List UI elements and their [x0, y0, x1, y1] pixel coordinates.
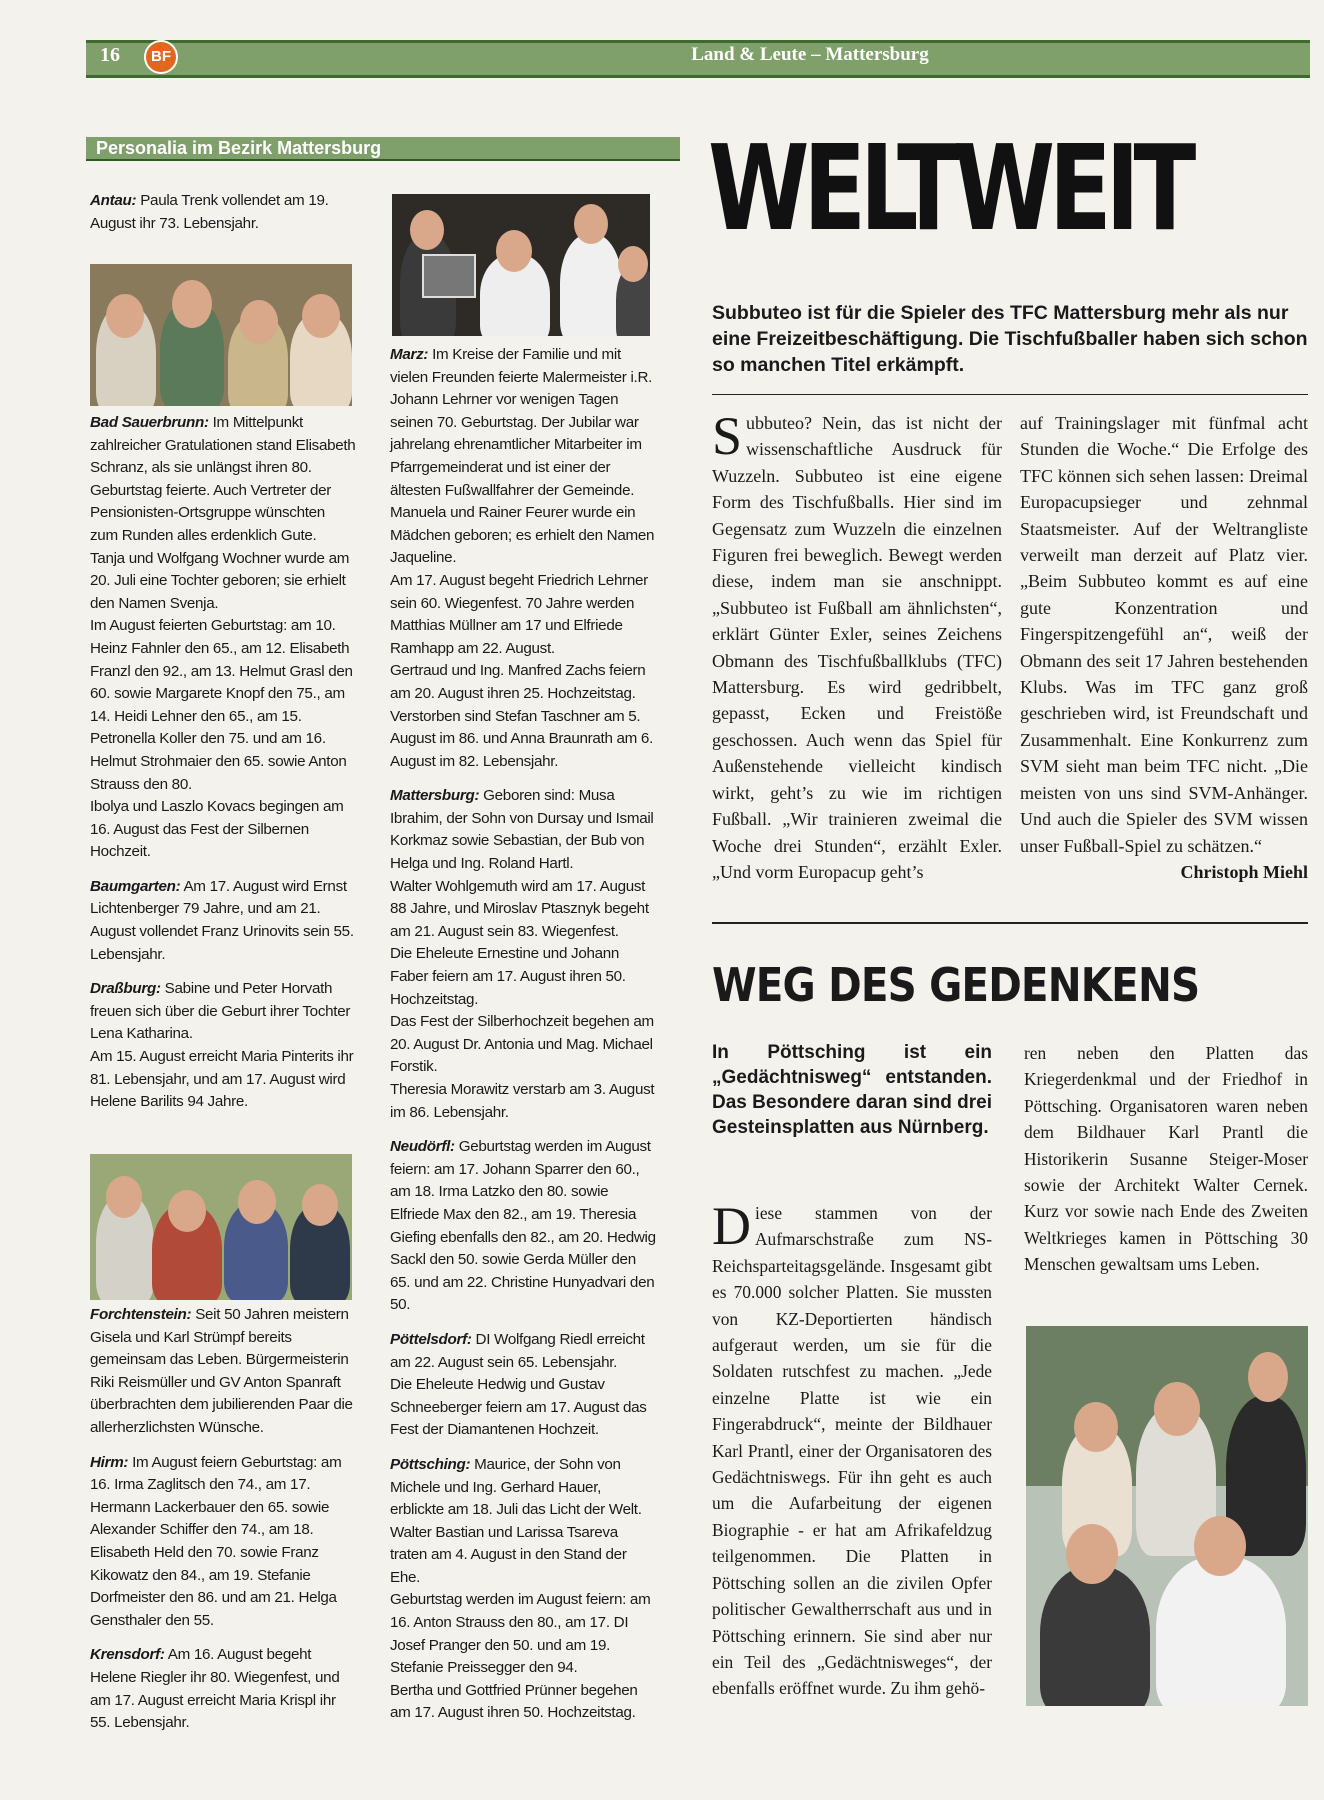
entry-marz: Marz: Im Kreise der Familie und mit vielen Freunden feierte Malermeister i.R. Johann Lehrner vor wenigen Tagen seinen 70. Geburtstag. Der Jubilar war jahrelang ehrenamtlicher Mitarbeiter im Pfarrgemeinderat und ist einer der ältesten Fußwallfahrer der Gemeinde. Manuela und Rainer Feurer wurde ein Mädchen geboren; es erhielt den Namen Jaqueline. Am 17. August begeht Friedrich Lehrner sein 60. Wiegenfest. 70 Jahre werden Matthias Müllner am 17 und Elfriede Ramhapp am 22. August. Gertraud und Ing. Manfred Zachs feiern am 20. August ihren 25. Hochzeitstag. Verstorben sind Stefan Taschner am 5. August im 86. und Anna Braunrath am 6. August im 82. Lebensjahr.	[390, 346, 655, 770]
entry-antau: Antau: Paula Trenk vollendet am 19. August ihr 73. Lebensjahr.	[90, 192, 329, 232]
photo-four-women	[90, 264, 352, 406]
author: Christoph Miehl	[1180, 861, 1308, 882]
personalia-column-1	[90, 190, 356, 247]
entry-hirm: Hirm: Im August feiern Geburtstag: am 16. Irma Zaglitsch den 74., am 17. Hermann Lackerbauer den 65. sowie Alexander Schiffer den 74., am 18. Elisabeth Held den 70. sowie Franz Kikowatz den 84., am 19. Stefanie Dorfmeister den 86. und am 21. Helga Gensthaler den 55.	[90, 1453, 342, 1629]
photo-couple-and-guests	[90, 1154, 352, 1300]
weltweit-body-col-2: auf Trainingslager mit fünfmal acht Stunden die Woche.“ Die Erfolge des TFC können sich sehen lassen: Dreimal Europacupsieger und zehnmal Staatsmeister. Auf der Weltrangliste verweilt man derzeit auf Platz vier. „Beim Subbuteo kommt es auf eine gute Konzentration und Fingerspitzengefühl an“, weiß der Obmann des seit 17 Jahren bestehenden Klubs. Was im TFC ganz groß geschrieben wird, ist Freundschaft und Zusammenhalt. Eine Konkurrenz zum SVM sieht man beim TFC nicht. „Die meisten von uns sind SVM-Anhänger. Und auch die Spieler des SVM wissen unser Fußball-Spiel zu schätzen.“ Christoph Miehl	[1020, 410, 1308, 885]
page-number: 16	[100, 44, 120, 66]
weg-body-col-2: ren neben den Platten das Kriegerdenkmal und der Friedhof in Pöttsching. Organisatoren waren neben dem Bildhauer Karl Prantl die Historikerin Susanne Steiger-Moser sowie der Architekt Walter Cernek. Kurz vor sowie nach Ende des Zweiten Weltkrieges kamen in Pöttsching 30 Menschen gewaltsam ums Leben.	[1024, 1043, 1308, 1275]
drop-cap: D	[712, 1196, 751, 1256]
divider	[712, 922, 1308, 924]
entry-baumgarten: Baumgarten: Am 17. August wird Ernst Lichtenberger 79 Jahre, und am 21. August vollendet Franz Urinovits sein 55. Lebensjahr.	[90, 877, 354, 963]
entry-krensdorf: Krensdorf: Am 16. August begeht Helene Riegler ihr 80. Wiegenfest, und am 17. August erreicht Maria Krispl ihr 55. Lebensjahr.	[90, 1646, 340, 1732]
weltweit-body-col-1: Subbuteo? Nein, das ist nicht der wissenschaftliche Ausdruck für Wuzzeln. Subbuteo ist eine eigene Form des Tischfußballs. Hier sind im Gegensatz zum Wuzzeln die einzelnen Figuren frei beweglich. Bewegt werden diese, indem man sie anschnippt. „Subbuteo ist Fußball am ähnlichsten“, erklärt Günter Exler, seines Zeichens Obmann des Tischfußballklubs (TFC) Mattersburg. Es wird gedribbelt, gepasst, Ecken und Freistöße geschossen. Auch wenn das Spiel für Außenstehende vielleicht kindisch wirkt, geht’s zu wie im richtigen Fußball. „Wir trainieren zweimal die Woche drei Stunden“, erzählt Exler. „Und vorm Europacup geht’s	[712, 406, 1002, 882]
weg-body-col-1: Diese stammen von der Aufmarschstraße zum NS-Reichsparteitagsgelände. Insgesamt gibt es 70.000 solcher Platten. Sie mussten von KZ-Deportierten händisch aufgeraut werden, um sie für die Soldaten rutschfest zu machen. „Jede einzelne Platte ist wie ein Fingerabdruck“, meinte der Bildhauer Karl Prantl, einer der Organisatoren des Gedächtniswegs. Für ihn geht es auch um die Aufarbeitung der eigenen Biographie - er hat am Afrikafeldzug teilgenommen. Die Platten in Pöttsching sollen an die zivilen Opfer politischer Gewaltherrschaft aus und in Pöttsching erinnern. Sie sind aber nur ein Teil des „Gedächtnisweges“, der ebenfalls eröffnet wurde. Zu ihm gehö-	[712, 1196, 992, 1699]
personalia-column-2	[390, 344, 658, 1737]
section-title: Land & Leute – Mattersburg	[691, 44, 929, 65]
drop-cap: S	[712, 406, 743, 466]
weg-subhead: In Pöttsching ist ein „Gedächtnisweg“ entstanden. Das Besondere daran sind drei Gesteinsplatten aus Nürnberg.	[712, 1042, 992, 1138]
entry-neudoerfl: Neudörfl: Geburtstag werden im August feiern: am 17. Johann Sparrer den 60., am 18. Irma Latzko den 80. sowie Elfriede Max den 82., am 19. Theresia Giefing ebenfalls den 82., am 20. Hedwig Sackl den 50. sowie Gerda Müller den 65. und am 22. Christine Hunyadvari den 50.	[390, 1138, 656, 1314]
photo-musicians	[392, 194, 650, 336]
divider	[712, 394, 1308, 395]
weltweit-subhead: Subbuteo ist für die Spieler des TFC Mattersburg mehr als nur eine Freizeitbeschäftigung. Die Tischfußballer haben sich schon so manchen Titel erkämpft.	[712, 302, 1308, 376]
personalia-title: Personalia im Bezirk Mattersburg	[96, 138, 382, 158]
logo: BF	[144, 40, 178, 74]
personalia-column-1c	[90, 1304, 356, 1747]
entry-mattersburg: Mattersburg: Geboren sind: Musa Ibrahim, der Sohn von Dursay und Ismail Korkmaz sowie Sebastian, der Bub von Helga und Ing. Roland Hartl. Walter Wohlgemuth wird am 17. August 88 Jahre, und Miroslav Ptasznyk begeht am 21. August sein 83. Wiegenfest. Die Eheleute Ernestine und Johann Faber feiern am 17. August ihren 50. Hochzeitstag. Das Fest der Silberhochzeit begehen am 20. August Dr. Antonia und Mag. Michael Forstik. Theresia Morawitz verstarb am 3. August im 86. Lebensjahr.	[390, 787, 655, 1121]
weltweit-headline: WELTWEIT	[708, 119, 1191, 257]
weg-headline: WEG DES GEDENKENS	[712, 958, 1200, 1012]
personalia-column-1b	[90, 412, 356, 1126]
entry-bad-sauerbrunn: Bad Sauerbrunn: Im Mittelpunkt zahlreicher Gratulationen stand Elisabeth Schranz, als sie unlängst ihren 80. Geburtstag feierte. Auch Vertreter der Pensionisten-Ortsgruppe wünschten zum Runden alles erdenklich Gute. Tanja und Wolfgang Wochner wurde am 20. Juli eine Tochter geboren; sie erhielt den Namen Svenja. Im August feierten Geburtstag: am 10. Heinz Fahnler den 65., am 12. Elisabeth Franzl den 92., am 13. Helmut Grasl den 60. sowie Margarete Knopf den 75., am 14. Heidi Lehner den 65., am 15. Petronella Koller den 75. und am 16. Helmut Strohmaier den 65. sowie Anton Strauss den 80. Ibolya und Laszlo Kovacs begingen am 16. August das Fest der Silbernen Hochzeit.	[90, 414, 356, 861]
entry-poettsching: Pöttsching: Maurice, der Sohn von Michele und Ing. Gerhard Hauer, erblickte am 18. Juli das Licht der Welt. Walter Bastian und Larissa Tsareva traten am 4. August in den Stand der Ehe. Geburtstag werden im August feiern: am 16. Anton Strauss den 80., am 17. DI Josef Pranger den 50. und am 19. Stefanie Preissegger den 94. Bertha und Gottfried Prünner begehen am 17. August ihren 50. Hochzeitstag.	[390, 1455, 651, 1722]
entry-forchtenstein: Forchtenstein: Seit 50 Jahren meistern Gisela und Karl Strümpf bereits gemeinsam das Leben. Bürgermeisterin Riki Reismüller und GV Anton Spanraft überbrachten dem jubilierenden Paar die allerherzlichsten Wünsche.	[90, 1306, 353, 1436]
entry-drassburg: Draßburg: Sabine und Peter Horvath freuen sich über die Geburt ihrer Tochter Lena Katharina. Am 15. August erreicht Maria Pinterits ihr 81. Lebensjahr, und am 17. August wird Helene Barilits 94 Jahre.	[90, 980, 354, 1111]
photo-organisers-group	[1026, 1326, 1308, 1706]
entry-poettelsdorf: Pöttelsdorf: DI Wolfgang Riedl erreicht am 22. August sein 65. Lebensjahr. Die Eheleute Hedwig und Gustav Schneeberger feiern am 17. August das Fest der Diamantenen Hochzeit.	[390, 1330, 647, 1439]
